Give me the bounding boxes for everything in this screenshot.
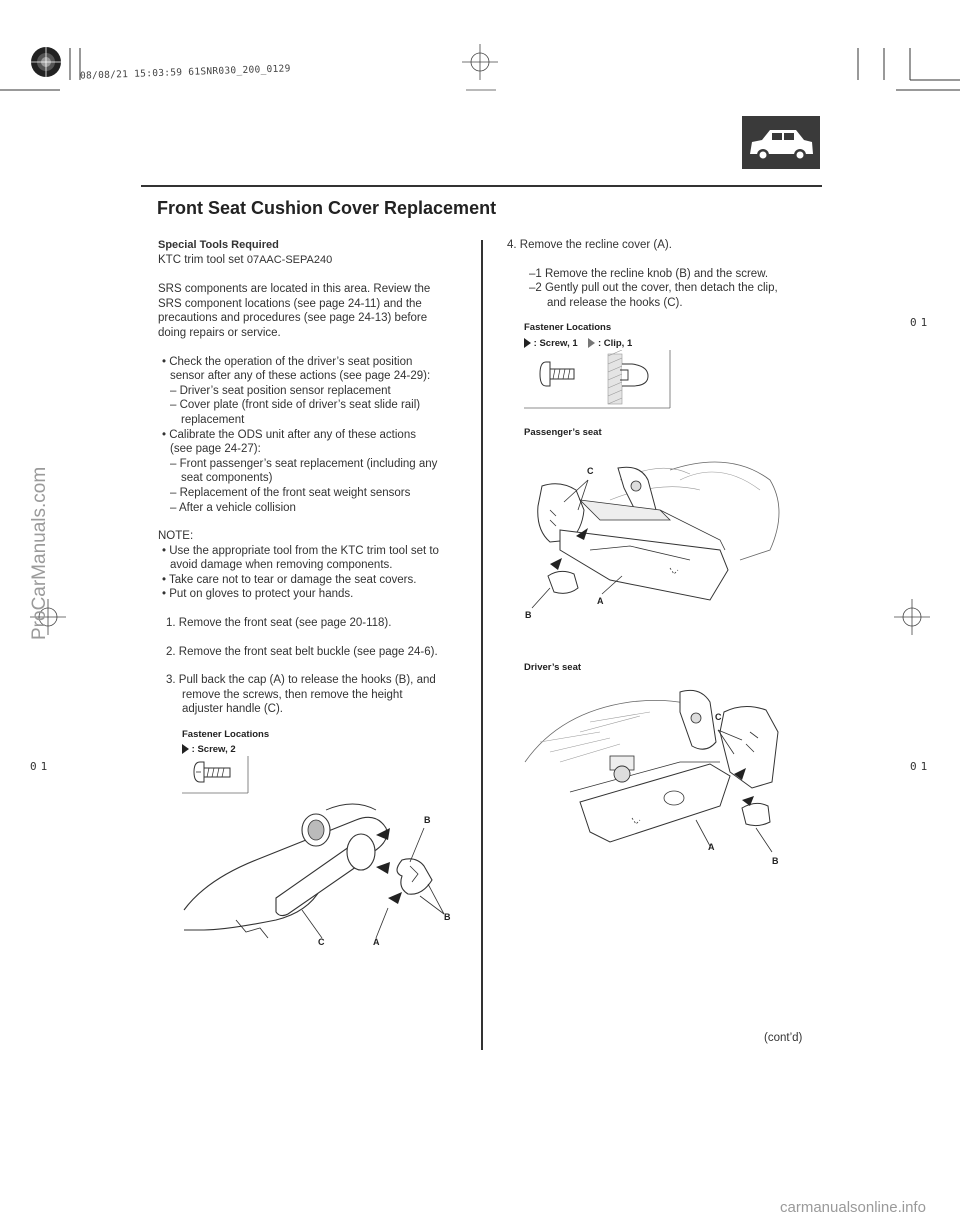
passenger-seat-heading: Passenger’s seat xyxy=(524,427,602,438)
figure-label-B: B xyxy=(424,815,431,825)
corner-code-right-mid: 01 xyxy=(910,760,932,773)
substep-line: and release the hooks (C). xyxy=(547,296,683,309)
note-line: • Take care not to tear or damage the seat covers. xyxy=(162,573,417,586)
bullet-line: • Check the operation of the driver’s seat position xyxy=(162,355,413,368)
srs-line: SRS component locations (see page 24-11) and the xyxy=(158,297,422,310)
driver-label-C: C xyxy=(715,712,722,722)
step-line: 2. Remove the front seat belt buckle (see page 24-6). xyxy=(166,645,438,658)
substep-line: –2 Gently pull out the cover, then detach the clip, xyxy=(529,282,778,295)
driver-label-B: B xyxy=(772,856,779,866)
srs-paragraph xyxy=(158,282,473,340)
srs-line: SRS components are located in this area. Review the xyxy=(158,283,431,296)
corner-code-left-mid: 01 xyxy=(30,760,52,773)
srs-line: doing repairs or service. xyxy=(158,326,281,339)
passenger-label-C: C xyxy=(587,466,594,476)
print-stamp: 08/08/21 15:03:59 61SNR030_200_0129 xyxy=(79,63,291,82)
srs-line: precautions and procedures (see page 24-13) before xyxy=(158,312,428,325)
left-column xyxy=(158,238,473,717)
step-line: adjuster handle (C). xyxy=(182,703,283,716)
bullet-line: – Driver’s seat position sensor replacement xyxy=(170,384,391,397)
note-bullets xyxy=(158,544,473,602)
right-fastener-legend xyxy=(524,338,632,349)
screw-legend-text: : Screw, 2 xyxy=(191,744,236,755)
driver-seat-figure xyxy=(520,672,795,862)
sidebar-watermark: ProCarManuals.com xyxy=(29,466,50,640)
bullet-line: – Replacement of the front seat weight sensors xyxy=(170,486,411,499)
note-line: • Put on gloves to protect your hands. xyxy=(162,588,354,601)
footer-watermark: carmanualsonline.info xyxy=(780,1199,926,1216)
bullet-line: – Cover plate (front side of driver’s seat slide rail) xyxy=(170,399,421,412)
section-car-icon-box xyxy=(742,116,820,169)
bullet-line: seat components) xyxy=(181,472,273,485)
note-line: • Use the appropriate tool from the KTC trim tool set to xyxy=(162,544,439,557)
step-line: 1. Remove the front seat (see page 20-118). xyxy=(166,617,392,630)
figure-label-C: C xyxy=(318,937,325,947)
tool-number: 07AAC-SEPA240 xyxy=(246,253,333,266)
note-line: avoid damage when removing components. xyxy=(170,559,393,572)
bullet-line: – Front passenger’s seat replacement (including any xyxy=(170,457,438,470)
bullet-line: • Calibrate the ODS unit after any of these actions xyxy=(162,428,416,441)
srs-bullets xyxy=(158,355,473,516)
driver-label-A: A xyxy=(708,842,715,852)
special-tools-heading: Special Tools Required xyxy=(158,239,279,251)
right-fastener-heading: Fastener Locations xyxy=(524,322,612,333)
bullet-line: (see page 24-27): xyxy=(170,443,261,456)
left-fastener-legend xyxy=(182,744,236,755)
driver-seat-heading: Driver’s seat xyxy=(524,662,582,673)
bullet-line: sensor after any of these actions (see page 24-29): xyxy=(170,370,431,383)
screw-marker-icon xyxy=(524,338,531,348)
step-4: 4. Remove the recline cover (A). xyxy=(507,239,672,251)
continued-label: (cont’d) xyxy=(764,1032,803,1044)
header-rule xyxy=(141,185,822,187)
passenger-label-A: A xyxy=(597,596,604,606)
note-heading: NOTE: xyxy=(158,530,194,543)
step-line: remove the screws, then remove the height xyxy=(182,688,403,701)
corner-code-right-top: 01 xyxy=(910,316,932,329)
steps xyxy=(158,616,473,717)
page-title: Front Seat Cushion Cover Replacement xyxy=(157,198,497,218)
figure-label-B: B xyxy=(444,912,451,922)
clip-legend-text: : Clip, 1 xyxy=(597,338,633,349)
figure-label-A: A xyxy=(373,937,380,947)
column-divider xyxy=(481,240,483,1050)
left-fastener-heading: Fastener Locations xyxy=(182,729,270,740)
bullet-line: replacement xyxy=(181,413,245,426)
right-column-text xyxy=(507,238,827,310)
height-adjuster-figure xyxy=(176,780,466,980)
tool-line xyxy=(158,253,473,268)
screw-legend-text: : Screw, 1 xyxy=(533,338,578,349)
clip-marker-icon xyxy=(588,338,595,348)
passenger-seat-figure xyxy=(520,450,795,630)
right-fastener-figure xyxy=(524,350,674,410)
tool-line-prefix: KTC trim tool set xyxy=(158,253,247,266)
bullet-line: – After a vehicle collision xyxy=(170,501,296,514)
step-line: 3. Pull back the cap (A) to release the hooks (B), and xyxy=(166,674,436,687)
car-icon xyxy=(742,116,820,169)
passenger-label-B: B xyxy=(525,610,532,620)
screw-marker-icon xyxy=(182,744,189,754)
substep-line: –1 Remove the recline knob (B) and the screw. xyxy=(529,267,769,280)
